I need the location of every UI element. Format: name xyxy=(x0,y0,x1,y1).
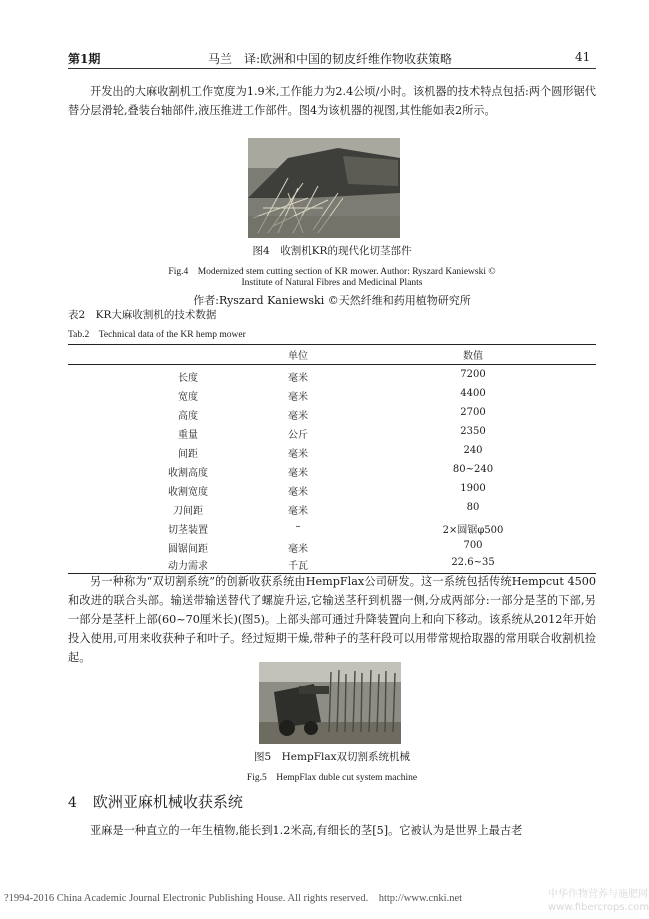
table-cell: 公斤 xyxy=(288,430,308,441)
table-cell: 重量 xyxy=(178,430,198,441)
table-cell: – xyxy=(295,521,301,532)
table-cell: 高度 xyxy=(178,411,198,422)
figure-5-caption-cn: 图5 HempFlax双切割系统机械 xyxy=(253,751,411,763)
figure-5-photo xyxy=(259,662,401,744)
table-cell: 2350 xyxy=(460,426,486,437)
table-cell: 宽度 xyxy=(178,392,198,403)
table-row xyxy=(68,424,596,442)
table-cell: 毫米 xyxy=(288,373,308,384)
table-cell: 240 xyxy=(463,445,483,456)
table-cell: 动力需求 xyxy=(168,561,208,572)
figure-4-caption-cn: 图4 收割机KR的现代化切茎部件 xyxy=(252,245,412,257)
table-cell: 2700 xyxy=(460,407,486,418)
figure-5-caption-en: Fig.5 HempFlax duble cut system machine xyxy=(246,773,418,783)
section-heading xyxy=(68,791,243,812)
table-row xyxy=(68,519,596,537)
table-cell: 毫米 xyxy=(288,449,308,460)
table-cell: 切茎装置 xyxy=(168,525,208,536)
body-paragraph: 亚麻是一种直立的一年生植物,能长到1.2米高,有细长的茎[5]。它被认为是世界上最古老 xyxy=(90,824,523,837)
copyright-footer: ?1994-2016 China Academic Journal Electronic Publishing House. All rights reserved. http://www.cnki.net xyxy=(4,893,463,904)
figure-4-photo xyxy=(248,138,400,238)
running-title: 马兰 译:欧洲和中国的韧皮纤维作物收获策略 xyxy=(208,52,453,66)
table-cell: 22.6~35 xyxy=(451,557,495,568)
table-row xyxy=(68,386,596,404)
table-row xyxy=(68,462,596,480)
body-paragraph: 开发出的大麻收割机工作宽度为1.9米,工作能力为2.4公顷/小时。该机器的技术特点包括:两个圆形锯代替分层滑轮,叠装台轴部件,液压推进工作部件。图4为该机器的视图,其性能如表2所示。 xyxy=(68,85,596,117)
table-2-title-cn: 表2 KR大麻收割机的技术数据 xyxy=(68,309,217,321)
table-row xyxy=(68,538,596,556)
table-cell: 毫米 xyxy=(288,392,308,403)
table-cell: 7200 xyxy=(460,369,486,380)
body-paragraph: 另一种称为“双切割系统”的创新收获系统由HempFlax公司研发。这一系统包括传统Hempcut 4500和改进的联合头部。输送带输送替代了螺旋升运,它输送茎秆到机器一侧,分成两部分:一部分是茎的下部,另一部分是茎杆上部(60~70厘米长)(图5)。上部头部可通过升降装置向上和向下移动。该系统从2012年开始投入使用,可用来收获种子和叶子。经过短期干燥,带种子的茎秆段可以用带常规拾取器的常用联合收割机捡起。 xyxy=(68,575,596,664)
table-header-cell: 单位 xyxy=(288,351,308,362)
figure-4-caption-en: Fig.4 Modernized stem cutting section of KR mower. Author: Ryszard Kaniewski © xyxy=(168,267,496,277)
section-number: 4 xyxy=(68,795,77,811)
table-row xyxy=(68,367,596,385)
header-rule xyxy=(68,68,596,69)
table-cell: 1900 xyxy=(460,483,486,494)
table-cell: 毫米 xyxy=(288,411,308,422)
table-cell: 收割高度 xyxy=(168,468,208,479)
table-row xyxy=(68,481,596,499)
table-row xyxy=(68,555,596,573)
table-cell: 2×圆锯φ500 xyxy=(442,525,504,536)
watermark xyxy=(548,888,649,914)
table-header-row xyxy=(68,345,596,363)
table-cell: 长度 xyxy=(178,373,198,384)
figure-4-caption-en-institute: Institute of Natural Fibres and Medicinal Plants xyxy=(241,278,423,288)
table-2-title-en: Tab.2 Technical data of the KR hemp mower xyxy=(68,330,246,340)
watermark-line-2: www.fibercrops.com xyxy=(548,902,649,913)
table-row xyxy=(68,405,596,423)
table-cell: 80~240 xyxy=(452,464,494,475)
table-row xyxy=(68,443,596,461)
issue-number: 第1期 xyxy=(68,52,101,66)
table-cell: 700 xyxy=(463,540,483,551)
watermark-line-1: 中华作物营养与施肥网 xyxy=(548,889,648,900)
table-cell: 千瓦 xyxy=(288,561,308,572)
figure-4-caption-cn-author: 作者:Ryszard Kaniewski ©天然纤维和药用植物研究所 xyxy=(193,294,471,307)
section-title: 欧洲亚麻机械收获系统 xyxy=(92,793,243,811)
table-header-cell: 数值 xyxy=(463,351,483,362)
table-cell: 间距 xyxy=(178,449,198,460)
table-cell: 4400 xyxy=(460,388,486,399)
table-cell: 收割宽度 xyxy=(168,487,208,498)
table-cell: 刀间距 xyxy=(173,506,203,517)
table-cell: 毫米 xyxy=(288,544,308,555)
table-cell: 圆锯间距 xyxy=(168,544,208,555)
page-number: 41 xyxy=(575,50,591,64)
table-cell: 毫米 xyxy=(288,468,308,479)
table-cell: 毫米 xyxy=(288,506,308,517)
table-row xyxy=(68,500,596,518)
table-cell: 毫米 xyxy=(288,487,308,498)
table-header-rule xyxy=(68,364,596,365)
table-cell: 80 xyxy=(466,502,480,513)
